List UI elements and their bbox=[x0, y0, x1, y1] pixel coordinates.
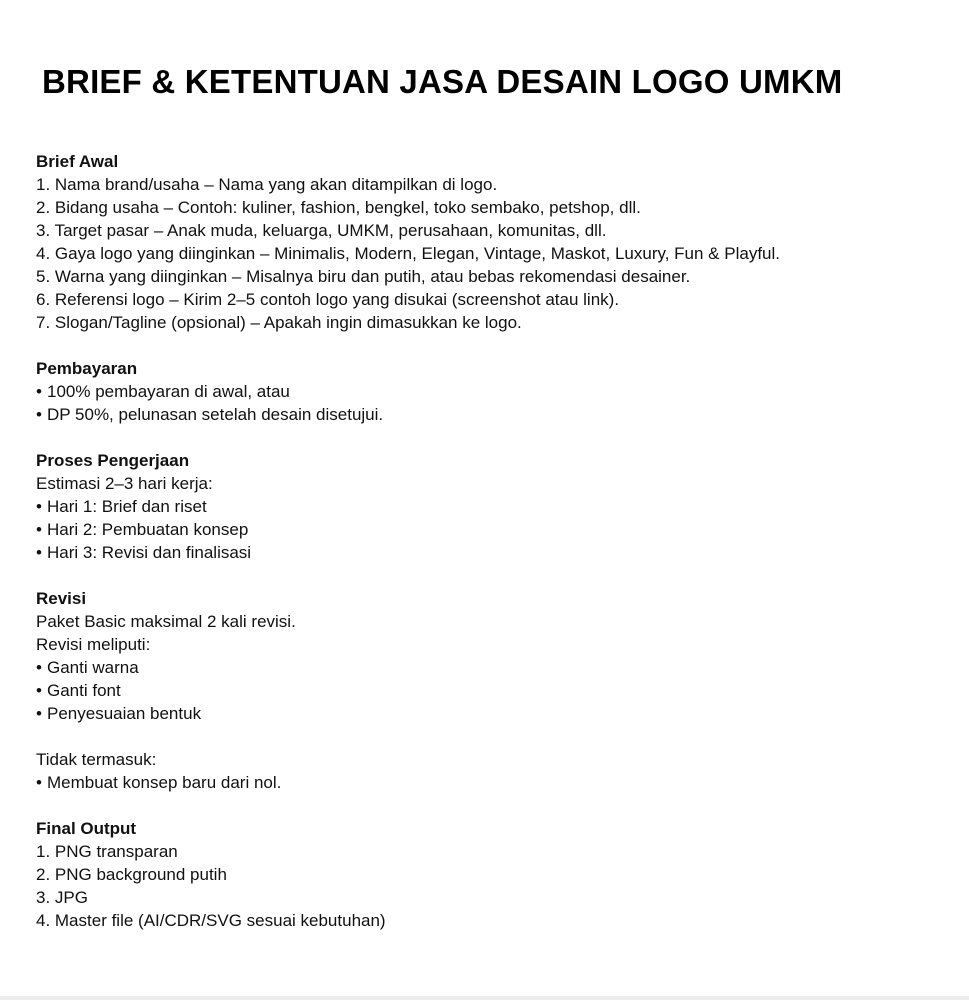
revisi-list bbox=[36, 656, 956, 725]
list-item: • Penyesuaian bentuk bbox=[36, 702, 956, 725]
list-item: • DP 50%, pelunasan setelah desain disetujui. bbox=[36, 403, 956, 426]
section-final-output bbox=[36, 817, 956, 932]
proses-intro: Estimasi 2–3 hari kerja: bbox=[36, 474, 213, 493]
section-pembayaran bbox=[36, 357, 956, 426]
list-item: • 100% pembayaran di awal, atau bbox=[36, 380, 956, 403]
brief-list bbox=[36, 173, 956, 334]
list-item: • Ganti font bbox=[36, 679, 956, 702]
section-heading-pembayaran: Pembayaran bbox=[36, 359, 138, 378]
final-output-list bbox=[36, 840, 956, 932]
revisi-limit: Paket Basic maksimal 2 kali revisi. bbox=[36, 612, 296, 631]
revisi-excluded-label: Tidak termasuk: bbox=[36, 750, 157, 769]
list-item: 3. Target pasar – Anak muda, keluarga, UMKM, perusahaan, komunitas, dll. bbox=[36, 221, 607, 240]
section-heading-brief-awal: Brief Awal bbox=[36, 152, 119, 171]
section-proses-pengerjaan bbox=[36, 449, 956, 564]
list-item: 4. Master file (AI/CDR/SVG sesuai kebutuhan) bbox=[36, 911, 386, 930]
section-revisi bbox=[36, 587, 956, 794]
list-item: • Membuat konsep baru dari nol. bbox=[36, 771, 956, 794]
list-item: 3. JPG bbox=[36, 888, 88, 907]
revisi-scope-label: Revisi meliputi: bbox=[36, 635, 151, 654]
list-item: 1. PNG transparan bbox=[36, 842, 178, 861]
list-item: 7. Slogan/Tagline (opsional) – Apakah ingin dimasukkan ke logo. bbox=[36, 313, 522, 332]
section-heading-proses: Proses Pengerjaan bbox=[36, 451, 190, 470]
proses-list bbox=[36, 495, 956, 564]
bottom-divider bbox=[0, 996, 969, 1000]
list-item: • Ganti warna bbox=[36, 656, 956, 679]
section-brief-awal bbox=[36, 150, 956, 334]
pembayaran-list bbox=[36, 380, 956, 426]
document-title: BRIEF & KETENTUAN JASA DESAIN LOGO UMKM bbox=[42, 63, 843, 100]
revisi-excluded-list bbox=[36, 771, 956, 794]
list-item: • Hari 3: Revisi dan finalisasi bbox=[36, 541, 956, 564]
list-item: 4. Gaya logo yang diinginkan – Minimalis, Modern, Elegan, Vintage, Maskot, Luxury, Fun & Playful. bbox=[36, 244, 780, 263]
section-heading-revisi: Revisi bbox=[36, 589, 87, 608]
document-body bbox=[36, 150, 956, 932]
list-item: 6. Referensi logo – Kirim 2–5 contoh logo yang disukai (screenshot atau link). bbox=[36, 290, 620, 309]
list-item: 2. PNG background putih bbox=[36, 865, 227, 884]
list-item: 1. Nama brand/usaha – Nama yang akan ditampilkan di logo. bbox=[36, 175, 498, 194]
list-item: 2. Bidang usaha – Contoh: kuliner, fashion, bengkel, toko sembako, petshop, dll. bbox=[36, 198, 641, 217]
list-item: • Hari 2: Pembuatan konsep bbox=[36, 518, 956, 541]
list-item: 5. Warna yang diinginkan – Misalnya biru dan putih, atau bebas rekomendasi desainer. bbox=[36, 267, 691, 286]
list-item: • Hari 1: Brief dan riset bbox=[36, 495, 956, 518]
spacer bbox=[36, 725, 956, 748]
section-heading-final-output: Final Output bbox=[36, 819, 137, 838]
